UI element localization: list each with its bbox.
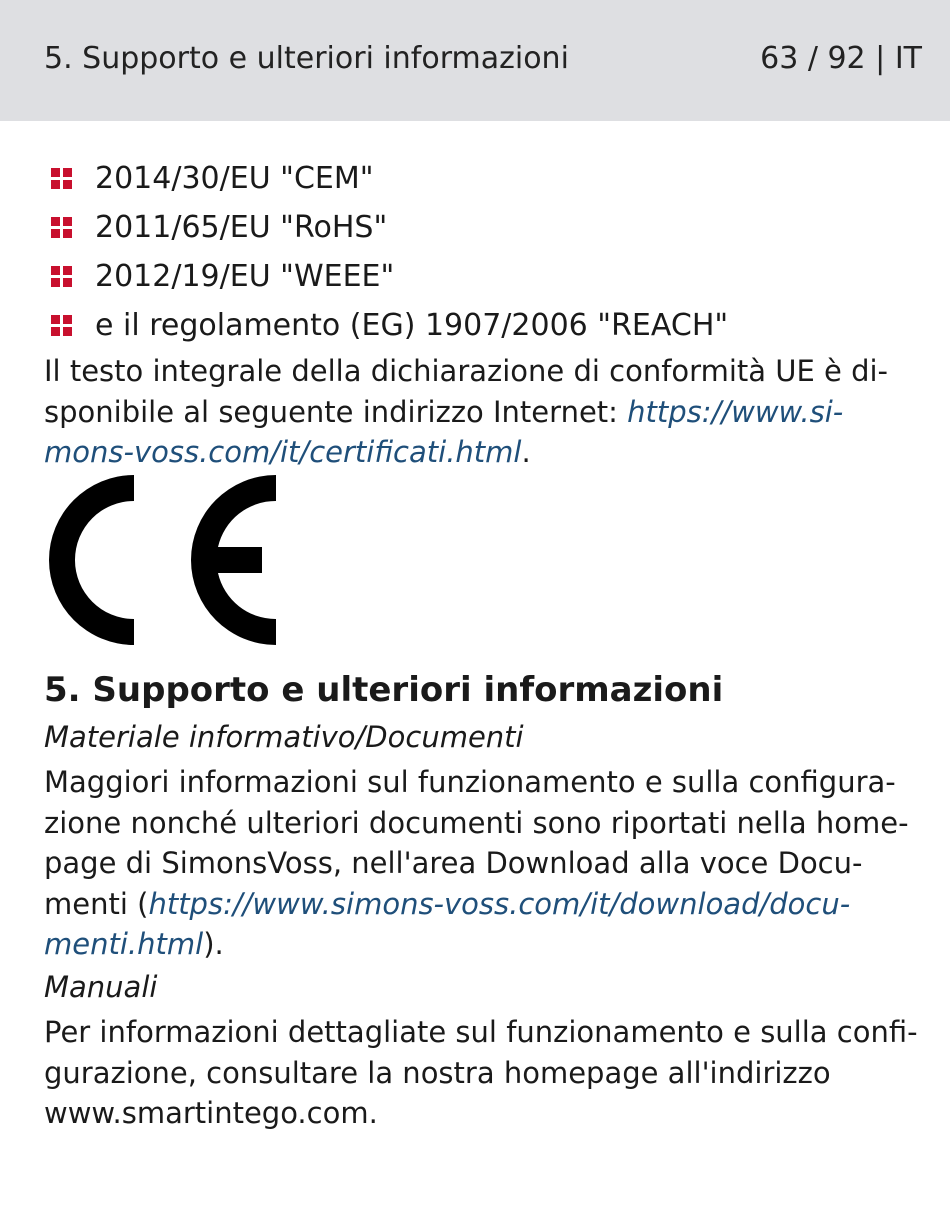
paragraph-text: menti ( [44,886,149,921]
paragraph-line: www.smartintego.com. [44,1096,378,1130]
paragraph-line: Maggiori informazioni sul funzionamento e sulla configura- [44,765,896,799]
list-item [44,207,728,256]
paragraph-line: Il testo integrale della dichiarazione di conformità UE è di- [44,354,889,388]
bullet-icon [51,168,72,189]
download-link[interactable]: menti.html [44,927,204,961]
docs-paragraph [44,762,924,965]
paragraph-line: zione nonché ulteriori documenti sono riportati nella home- [44,805,909,840]
paragraph-text: . [521,435,531,469]
paragraph-line [44,392,924,433]
paragraph-line: page di SimonsVoss, nell'area Download alla voce Docu- [44,846,863,880]
paragraph-line: Per informazioni dettagliate sul funzionamento e sulla confi- [44,1015,918,1049]
manuals-paragraph [44,1012,924,1134]
conformity-paragraph [44,351,924,473]
list-item [44,256,728,305]
docs-subheading: Materiale informativo/Documenti [44,720,524,754]
paragraph-line [44,884,924,925]
ce-mark-icon [42,475,282,645]
bullet-icon [51,217,72,238]
bullet-icon [51,266,72,287]
download-link[interactable]: https://www.simons-voss.com/it/download/docu- [148,886,851,921]
paragraph-text: ). [203,927,224,961]
certificates-link[interactable]: https://www.si- [627,394,844,429]
paragraph-line [44,432,924,473]
paragraph-line: gurazione, consultare la nostra homepage all'indirizzo [44,1055,831,1090]
list-item [44,305,728,354]
directive-label: e il regolamento (EG) 1907/2006 "REACH" [95,308,729,343]
directive-list [44,158,728,354]
paragraph-text: sponibile al seguente indirizzo Internet: [44,394,628,429]
directive-label: 2012/19/EU "WEEE" [95,259,395,294]
paragraph-line [44,924,924,965]
bullet-icon [51,315,72,336]
certificates-link[interactable]: mons-voss.com/it/certificati.html [44,435,522,469]
page-indicator: 63 / 92 | IT [760,41,922,76]
manuals-subheading: Manuali [44,970,158,1004]
section-heading: 5. Supporto e ulteriori informazioni [44,670,724,710]
list-item [44,158,728,207]
page-header [0,0,950,121]
directive-label: 2011/65/EU "RoHS" [95,210,388,245]
directive-label: 2014/30/EU "CEM" [95,161,374,196]
header-title: 5. Supporto e ulteriori informazioni [44,41,569,76]
